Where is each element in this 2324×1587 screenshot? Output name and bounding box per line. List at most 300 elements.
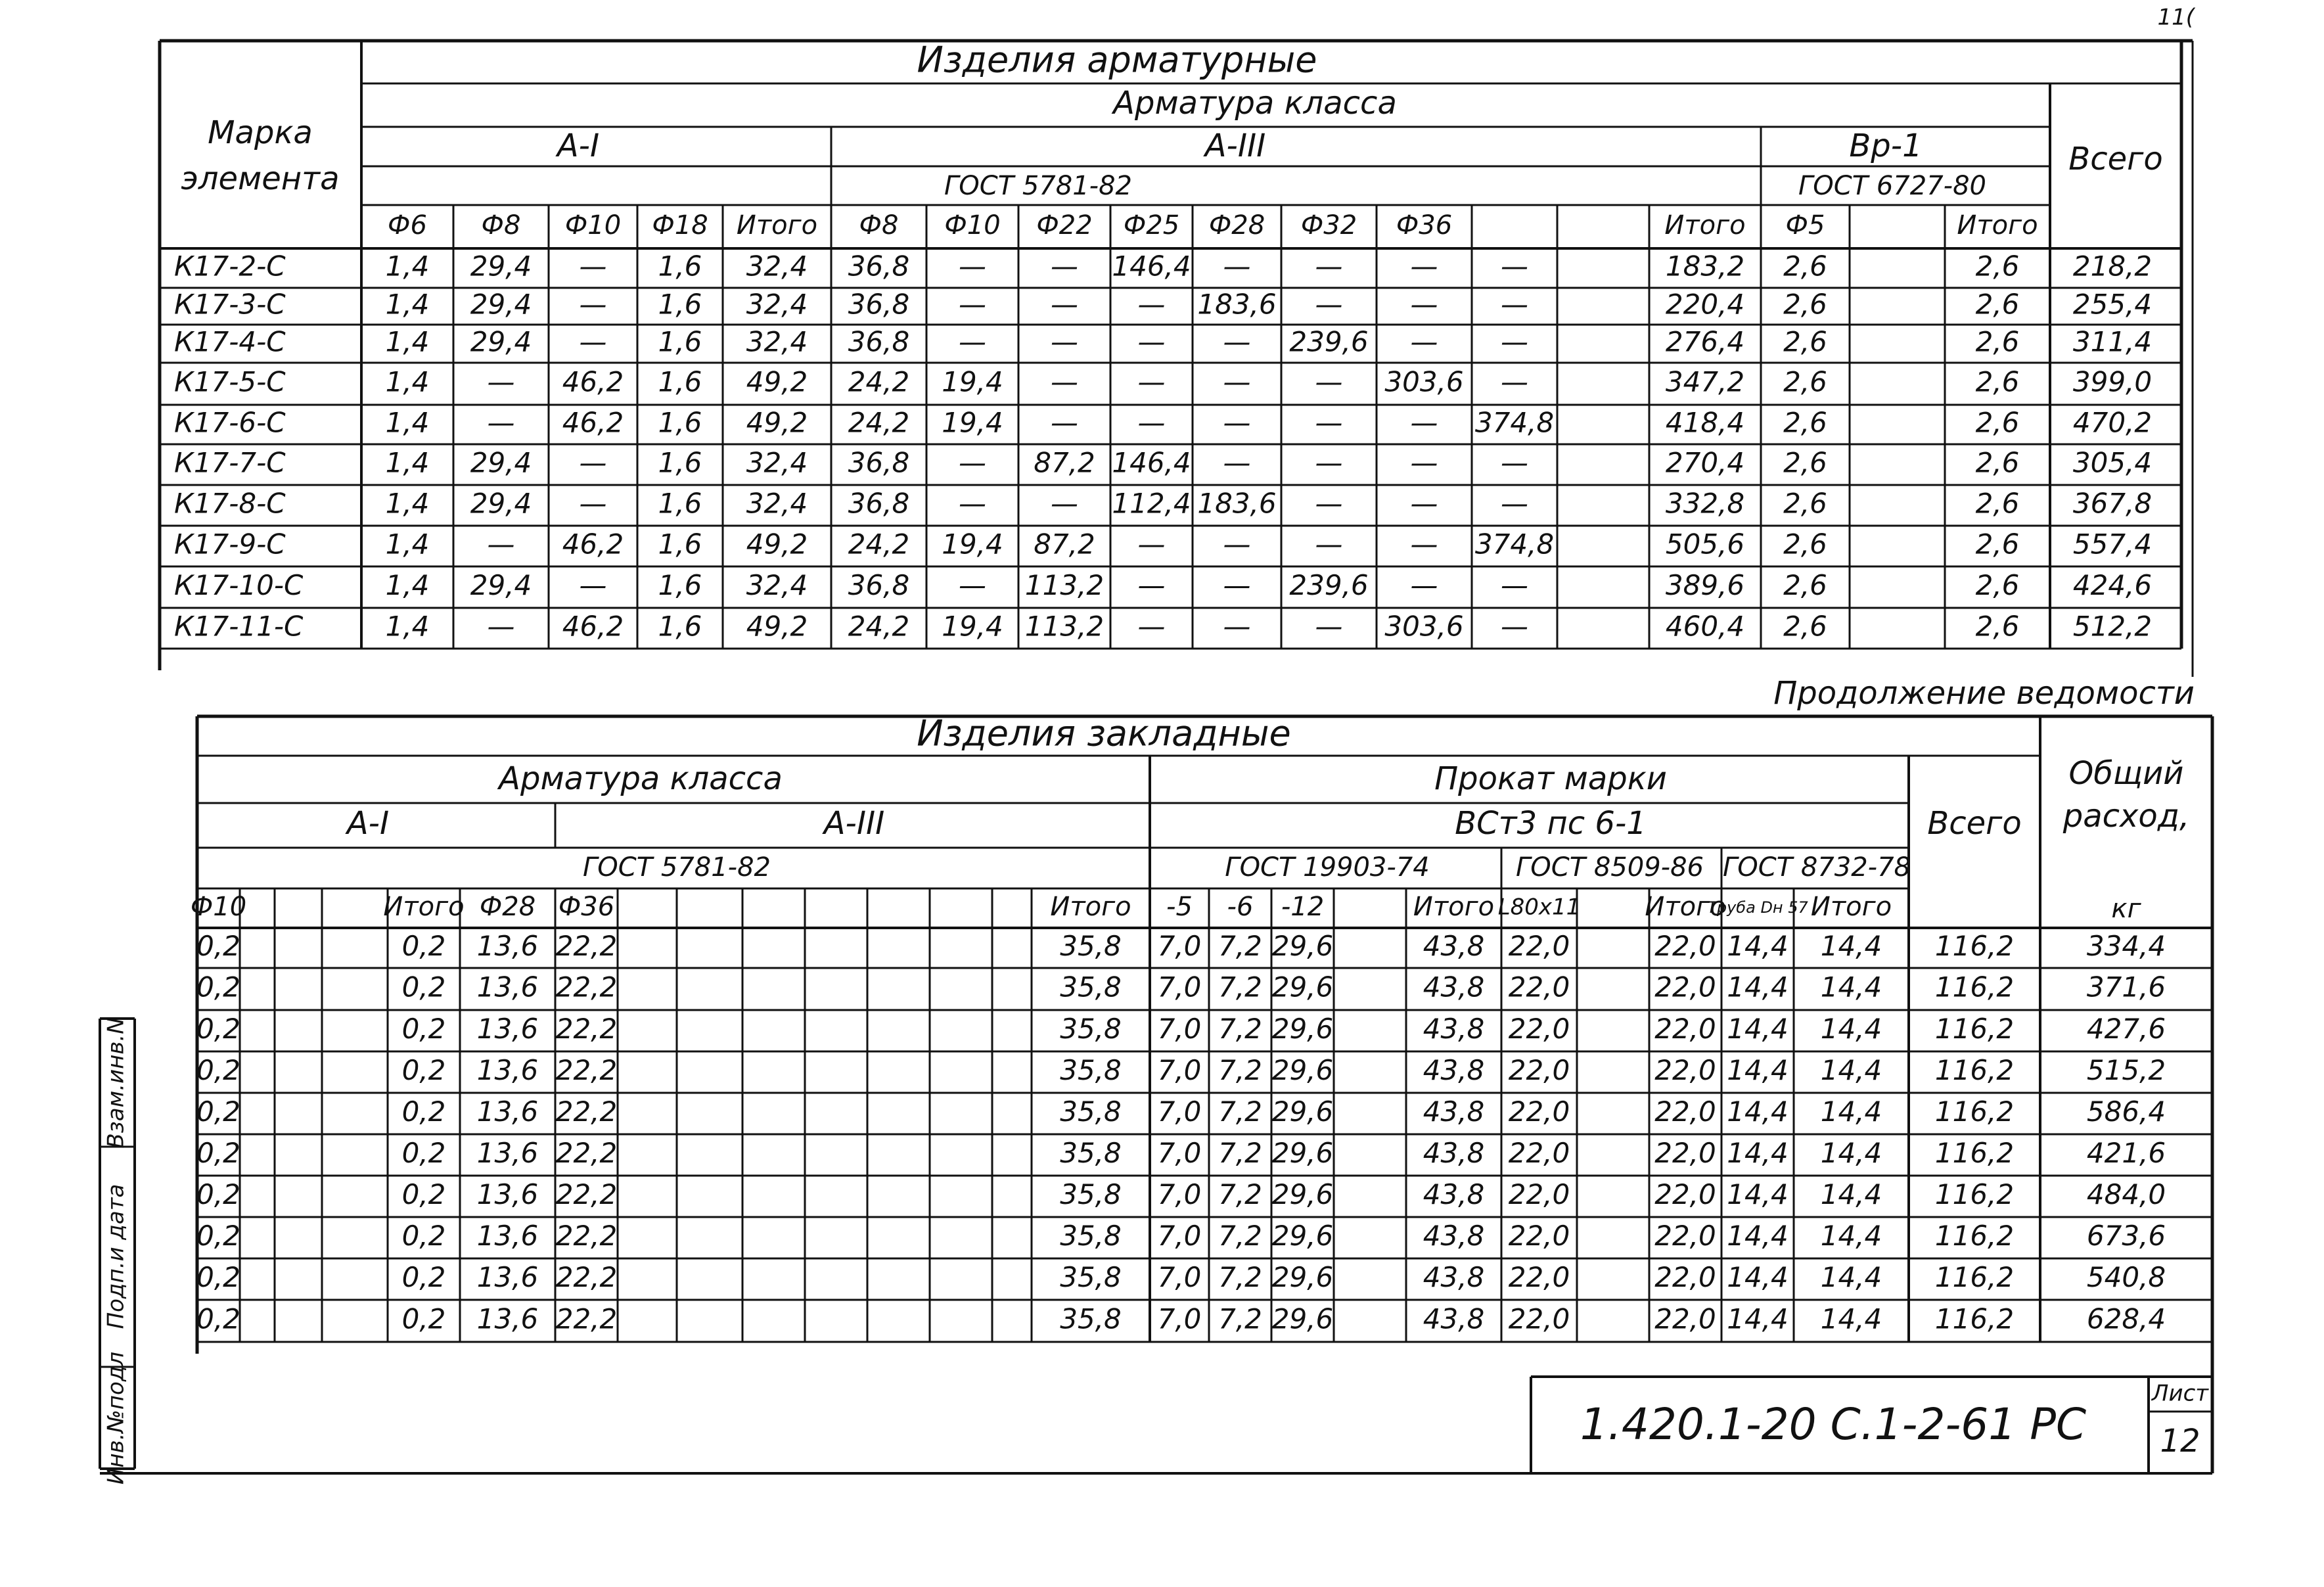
- top-row-cell: —: [1051, 325, 1078, 358]
- top-column-header: Ф22: [1036, 210, 1093, 241]
- bottom-row-cell: 0,2: [401, 1013, 446, 1045]
- bottom-row-cell: 13,6: [476, 1054, 539, 1086]
- top-column-header: Итого: [1957, 210, 2038, 241]
- top-row-cell: —: [1223, 325, 1251, 358]
- top-row-cell: 183,6: [1197, 487, 1277, 520]
- bottom-row-grand-total: 484,0: [2086, 1178, 2166, 1210]
- top-row-cell: 239,6: [1289, 569, 1369, 601]
- top-row-cell: 505,6: [1665, 528, 1745, 561]
- bottom-row-grand-total: 334,4: [2086, 930, 2166, 962]
- bottom-column-header: Ф10: [190, 892, 247, 922]
- bottom-row-cell: 43,8: [1423, 1302, 1485, 1335]
- top-row-cell: 32,4: [746, 569, 808, 601]
- top-row-mark: К17-9-С: [174, 528, 286, 561]
- top-row-cell: 1,4: [385, 487, 430, 520]
- bottom-row-cell: 22,0: [1654, 1095, 1716, 1128]
- top-column-header: Ф32: [1300, 210, 1357, 241]
- bottom-row-total: 116,2: [1934, 1302, 2015, 1335]
- top-row-cell: 32,4: [746, 288, 808, 321]
- bottom-row-total: 116,2: [1934, 1261, 2015, 1293]
- top-row-cell: 29,4: [470, 569, 532, 601]
- bottom-row-cell: 14,4: [1820, 1137, 1882, 1169]
- bottom-row-cell: 14,4: [1727, 971, 1789, 1003]
- top-row-cell: —: [1315, 528, 1343, 561]
- top-row-cell: 19,4: [942, 610, 1003, 643]
- top-row-cell: 1,6: [658, 365, 702, 398]
- top-row-cell: —: [1410, 528, 1438, 561]
- bottom-row-cell: 14,4: [1727, 1095, 1789, 1128]
- bottom-row-grand-total: 427,6: [2086, 1013, 2166, 1045]
- bottom-row-cell: 0,2: [196, 1013, 240, 1045]
- top-row-cell: 36,8: [848, 446, 910, 479]
- top-row-cell: —: [1315, 288, 1343, 321]
- top-row-mark: К17-4-С: [174, 325, 286, 358]
- top-row-cell: 183,6: [1197, 288, 1277, 321]
- bottom-row-cell: 0,2: [196, 1302, 240, 1335]
- top-row-cell: 1,4: [385, 365, 430, 398]
- bottom-row-cell: 22,0: [1654, 971, 1716, 1003]
- bottom-column-header: -5: [1166, 892, 1193, 922]
- bottom-row-cell: 29,6: [1271, 971, 1334, 1003]
- bottom-row-cell: 14,4: [1820, 930, 1882, 962]
- bottom-title: Изделия закладные: [917, 712, 1291, 754]
- top-row-cell: 29,4: [470, 288, 532, 321]
- bottom-row-cell: 13,6: [476, 1261, 539, 1293]
- top-row-cell: —: [487, 406, 515, 439]
- top-row-cell: 113,2: [1024, 569, 1105, 601]
- bottom-row-cell: 22,0: [1654, 1302, 1716, 1335]
- top-row-mark: К17-3-С: [174, 288, 286, 321]
- bottom-row-cell: 0,2: [196, 1220, 240, 1252]
- document-code: 1.420.1-20 С.1-2-61 РС: [1580, 1399, 2087, 1450]
- bottom-row-cell: 29,6: [1271, 1220, 1334, 1252]
- top-row-total: 305,4: [2072, 446, 2153, 479]
- top-row-cell: 24,2: [848, 528, 910, 561]
- bottom-row-cell: 0,2: [401, 1261, 446, 1293]
- top-row-cell: —: [1315, 446, 1343, 479]
- bottom-row-cell: 35,8: [1060, 971, 1122, 1003]
- top-row-cell: 270,4: [1665, 446, 1745, 479]
- top-row-cell: —: [1501, 365, 1528, 398]
- bottom-row-total: 116,2: [1934, 1054, 2015, 1086]
- bottom-row-cell: 43,8: [1423, 1261, 1485, 1293]
- bottom-row-cell: 22,0: [1508, 1261, 1570, 1293]
- bottom-row-cell: 7,2: [1218, 1261, 1262, 1293]
- side-stamp-sign-date: Подп.и дата: [103, 1184, 129, 1329]
- top-row-cell: 19,4: [942, 365, 1003, 398]
- top-row-cell: 19,4: [942, 528, 1003, 561]
- top-row-cell: 36,8: [848, 569, 910, 601]
- bottom-row-cell: 43,8: [1423, 930, 1485, 962]
- top-column-header: Ф10: [564, 210, 622, 241]
- bottom-row-cell: 0,2: [196, 1137, 240, 1169]
- top-column-header: Ф10: [944, 210, 1001, 241]
- top-row-cell: 29,4: [470, 487, 532, 520]
- bottom-row-cell: 29,6: [1271, 1302, 1334, 1335]
- top-row-cell: —: [487, 365, 515, 398]
- top-row-cell: 46,2: [562, 365, 624, 398]
- top-row-cell: 2,6: [1975, 365, 2020, 398]
- top-row-cell: 2,6: [1783, 528, 1827, 561]
- bottom-row-cell: 0,2: [196, 971, 240, 1003]
- bottom-gost-8732: ГОСТ 8732-78: [1723, 852, 1911, 883]
- bottom-row-cell: 22,0: [1654, 1220, 1716, 1252]
- top-row-cell: 2,6: [1975, 288, 2020, 321]
- top-row-cell: —: [1315, 487, 1343, 520]
- bottom-column-header: Труба Dн 57: [1707, 898, 1808, 917]
- bottom-row-cell: 22,2: [555, 1095, 618, 1128]
- top-row-cell: —: [1501, 288, 1528, 321]
- top-row-cell: 2,6: [1783, 365, 1827, 398]
- table-text: [103, 5, 2210, 1485]
- top-row-mark: К17-7-С: [174, 446, 286, 479]
- top-row-cell: 1,4: [385, 610, 430, 643]
- top-row-cell: 2,6: [1975, 250, 2020, 283]
- top-row-total: 512,2: [2072, 610, 2153, 643]
- top-column-header: Ф5: [1785, 210, 1825, 241]
- top-row-cell: 2,6: [1783, 446, 1827, 479]
- bottom-row-cell: 14,4: [1727, 1178, 1789, 1210]
- top-row-cell: 220,4: [1665, 288, 1745, 321]
- bottom-row-cell: 7,0: [1157, 1095, 1202, 1128]
- top-row-cell: —: [1137, 610, 1166, 643]
- top-row-cell: —: [1410, 446, 1438, 479]
- top-row-total: 255,4: [2072, 288, 2153, 321]
- top-row-total: 424,6: [2072, 569, 2153, 601]
- top-row-cell: —: [579, 569, 607, 601]
- class-vr1-label: Вр-1: [1849, 127, 1923, 164]
- bottom-column-header: Ф36: [558, 892, 615, 922]
- top-row-cell: 2,6: [1975, 406, 2020, 439]
- bottom-gost-8509: ГОСТ 8509-86: [1516, 852, 1704, 883]
- top-row-cell: —: [1223, 528, 1251, 561]
- bottom-row-total: 116,2: [1934, 1095, 2015, 1128]
- top-row-total: 311,4: [2072, 325, 2153, 358]
- sheet-number: 12: [2160, 1423, 2200, 1460]
- bottom-row-cell: 0,2: [196, 1095, 240, 1128]
- bottom-column-header: -6: [1227, 892, 1254, 922]
- top-row-cell: 1,6: [658, 406, 702, 439]
- top-row-cell: 32,4: [746, 325, 808, 358]
- top-row-cell: 2,6: [1975, 487, 2020, 520]
- bottom-row-cell: 22,0: [1654, 1054, 1716, 1086]
- bottom-row-cell: 14,4: [1820, 1178, 1882, 1210]
- top-total-header: Всего: [2068, 141, 2163, 177]
- bottom-row-cell: 22,0: [1654, 1013, 1716, 1045]
- corner-page-number: 11(: [2157, 4, 2195, 31]
- top-row-cell: 46,2: [562, 610, 624, 643]
- bottom-row-cell: 0,2: [196, 1261, 240, 1293]
- bottom-row-cell: 14,4: [1820, 1261, 1882, 1293]
- top-row-cell: 32,4: [746, 250, 808, 283]
- bottom-row-cell: 14,4: [1727, 1054, 1789, 1086]
- top-row-cell: 2,6: [1783, 610, 1827, 643]
- bottom-row-cell: 43,8: [1423, 1054, 1485, 1086]
- bottom-row-cell: 7,2: [1218, 1137, 1262, 1169]
- top-row-cell: —: [1137, 288, 1166, 321]
- top-row-cell: 19,4: [942, 406, 1003, 439]
- bottom-row-cell: 0,2: [196, 930, 240, 962]
- bottom-row-cell: 35,8: [1060, 1178, 1122, 1210]
- top-row-cell: —: [1223, 446, 1251, 479]
- top-row-cell: —: [1501, 250, 1528, 283]
- top-row-cell: —: [1051, 250, 1078, 283]
- bottom-row-cell: 0,2: [401, 1178, 446, 1210]
- bottom-row-cell: 22,0: [1508, 1095, 1570, 1128]
- top-row-cell: —: [579, 487, 607, 520]
- top-row-cell: 46,2: [562, 528, 624, 561]
- top-row-cell: 32,4: [746, 446, 808, 479]
- top-row-cell: 36,8: [848, 487, 910, 520]
- side-stamp-replaced-inv: Взам.инв.N: [103, 1017, 129, 1149]
- top-row-cell: 2,6: [1975, 610, 2020, 643]
- bottom-row-cell: 22,0: [1654, 930, 1716, 962]
- top-row-mark: К17-8-С: [174, 487, 286, 520]
- bottom-row-cell: 7,2: [1218, 1220, 1262, 1252]
- top-row-cell: 1,4: [385, 446, 430, 479]
- top-row-cell: —: [1501, 487, 1528, 520]
- mark-header-line2: элемента: [181, 160, 340, 197]
- top-row-cell: 24,2: [848, 406, 910, 439]
- top-row-cell: 183,2: [1665, 250, 1745, 283]
- bottom-row-cell: 43,8: [1423, 1013, 1485, 1045]
- bottom-row-grand-total: 628,4: [2086, 1302, 2166, 1335]
- bottom-row-cell: 43,8: [1423, 1137, 1485, 1169]
- bottom-row-cell: 22,2: [555, 1302, 618, 1335]
- top-row-cell: 112,4: [1112, 487, 1191, 520]
- bottom-row-grand-total: 540,8: [2086, 1261, 2166, 1293]
- top-column-header: Ф6: [388, 210, 427, 241]
- bottom-row-cell: 14,4: [1820, 1220, 1882, 1252]
- top-row-cell: 87,2: [1034, 446, 1095, 479]
- bottom-row-cell: 29,6: [1271, 1095, 1334, 1128]
- bottom-row-cell: 14,4: [1820, 1095, 1882, 1128]
- bottom-grand-header-line1: Общий: [2068, 755, 2184, 792]
- top-row-cell: 239,6: [1289, 325, 1369, 358]
- bottom-row-cell: 7,0: [1157, 1137, 1202, 1169]
- top-row-cell: 46,2: [562, 406, 624, 439]
- top-row-cell: —: [1051, 365, 1078, 398]
- top-row-cell: —: [579, 325, 607, 358]
- bottom-row-cell: 14,4: [1727, 1013, 1789, 1045]
- bottom-row-total: 116,2: [1934, 1013, 2015, 1045]
- top-row-cell: 1,6: [658, 325, 702, 358]
- bottom-column-header: Итого: [1645, 892, 1726, 922]
- top-row-mark: К17-6-С: [174, 406, 286, 439]
- bottom-row-cell: 7,0: [1157, 1054, 1202, 1086]
- bottom-row-cell: 22,2: [555, 1261, 618, 1293]
- top-row-cell: —: [1315, 406, 1343, 439]
- top-row-cell: 1,6: [658, 528, 702, 561]
- top-row-cell: —: [579, 446, 607, 479]
- bottom-row-grand-total: 421,6: [2086, 1137, 2166, 1169]
- bottom-row-cell: 14,4: [1727, 1261, 1789, 1293]
- bottom-gost-rebar: ГОСТ 5781-82: [583, 852, 771, 883]
- bottom-row-cell: 22,2: [555, 971, 618, 1003]
- top-row-cell: —: [1501, 569, 1528, 601]
- top-row-cell: 1,4: [385, 406, 430, 439]
- top-row-cell: 1,6: [658, 446, 702, 479]
- bottom-row-cell: 0,2: [196, 1178, 240, 1210]
- top-row-cell: —: [487, 528, 515, 561]
- sheet-label: Лист: [2151, 1380, 2209, 1407]
- top-row-cell: 2,6: [1975, 325, 2020, 358]
- top-row-cell: —: [1137, 569, 1166, 601]
- bottom-row-cell: 22,0: [1508, 1178, 1570, 1210]
- top-row-cell: 36,8: [848, 325, 910, 358]
- top-row-cell: 2,6: [1783, 250, 1827, 283]
- bottom-row-grand-total: 515,2: [2086, 1054, 2166, 1086]
- top-row-cell: —: [1223, 406, 1251, 439]
- bottom-row-cell: 7,0: [1157, 971, 1202, 1003]
- top-row-cell: 418,4: [1665, 406, 1745, 439]
- bottom-row-cell: 22,0: [1508, 1137, 1570, 1169]
- top-row-total: 399,0: [2072, 365, 2153, 398]
- bottom-row-cell: 14,4: [1820, 1302, 1882, 1335]
- bottom-row-cell: 29,6: [1271, 1178, 1334, 1210]
- top-row-cell: 49,2: [746, 528, 808, 561]
- top-row-cell: —: [1410, 487, 1438, 520]
- bottom-row-total: 116,2: [1934, 1220, 2015, 1252]
- top-row-cell: —: [959, 250, 986, 283]
- bottom-row-cell: 7,2: [1218, 1054, 1262, 1086]
- bottom-row-cell: 22,0: [1654, 1261, 1716, 1293]
- bottom-row-cell: 7,0: [1157, 930, 1202, 962]
- bottom-row-cell: 35,8: [1060, 1261, 1122, 1293]
- class-a3-label: A-III: [1204, 127, 1266, 164]
- bottom-row-cell: 14,4: [1727, 1302, 1789, 1335]
- bottom-row-cell: 7,2: [1218, 1013, 1262, 1045]
- bottom-row-cell: 0,2: [401, 1220, 446, 1252]
- bottom-column-header: Итого: [383, 892, 465, 922]
- bottom-column-header: Ф28: [479, 892, 536, 922]
- top-row-cell: —: [1501, 325, 1528, 358]
- bottom-row-cell: 43,8: [1423, 1178, 1485, 1210]
- bottom-row-cell: 35,8: [1060, 1013, 1122, 1045]
- bottom-row-cell: 13,6: [476, 1095, 539, 1128]
- top-row-cell: —: [1051, 487, 1078, 520]
- bottom-row-cell: 43,8: [1423, 971, 1485, 1003]
- bottom-grand-header-line2: расход,: [2062, 798, 2190, 835]
- top-row-cell: 2,6: [1783, 569, 1827, 601]
- bottom-row-cell: 13,6: [476, 1302, 539, 1335]
- top-row-cell: 2,6: [1975, 569, 2020, 601]
- top-row-cell: —: [1410, 569, 1438, 601]
- top-row-cell: —: [1223, 250, 1251, 283]
- bottom-row-cell: 0,2: [401, 1302, 446, 1335]
- top-column-header: Ф36: [1396, 210, 1453, 241]
- bottom-row-cell: 13,6: [476, 1013, 539, 1045]
- top-column-header: Ф25: [1123, 210, 1180, 241]
- top-row-cell: —: [1315, 365, 1343, 398]
- mark-header-line1: Марка: [208, 114, 313, 151]
- top-row-cell: —: [579, 288, 607, 321]
- bottom-row-cell: 22,0: [1508, 971, 1570, 1003]
- top-column-header: Ф28: [1208, 210, 1265, 241]
- top-row-cell: —: [959, 325, 986, 358]
- top-row-cell: —: [1223, 610, 1251, 643]
- top-row-cell: 1,4: [385, 325, 430, 358]
- bottom-rolled-group: Прокат марки: [1434, 760, 1667, 797]
- bottom-total-header: Всего: [1927, 805, 2022, 842]
- top-row-cell: —: [1223, 365, 1251, 398]
- bottom-row-cell: 0,2: [401, 1054, 446, 1086]
- top-row-cell: 303,6: [1384, 365, 1464, 398]
- top-row-cell: —: [1315, 610, 1343, 643]
- bottom-row-cell: 7,0: [1157, 1220, 1202, 1252]
- bottom-row-cell: 35,8: [1060, 1220, 1122, 1252]
- continuation-label: Продолжение ведомости: [1773, 675, 2195, 712]
- bottom-row-cell: 29,6: [1271, 1013, 1334, 1045]
- bottom-gost-19903: ГОСТ 19903-74: [1225, 852, 1430, 883]
- top-row-total: 367,8: [2072, 487, 2153, 520]
- bottom-row-cell: 22,2: [555, 1220, 618, 1252]
- bottom-row-cell: 43,8: [1423, 1220, 1485, 1252]
- bottom-row-cell: 13,6: [476, 1220, 539, 1252]
- bottom-row-cell: 0,2: [401, 1137, 446, 1169]
- top-row-mark: К17-11-С: [174, 610, 304, 643]
- top-column-header: Итого: [736, 210, 818, 241]
- top-row-cell: 1,6: [658, 569, 702, 601]
- bottom-row-cell: 7,2: [1218, 971, 1262, 1003]
- bottom-row-cell: 22,2: [555, 1054, 618, 1086]
- bottom-row-cell: 13,6: [476, 1178, 539, 1210]
- top-column-header: Ф8: [481, 210, 521, 241]
- bottom-column-header: Итого: [1050, 892, 1131, 922]
- bottom-class-a1: А-I: [346, 805, 390, 842]
- bottom-row-cell: 29,6: [1271, 1137, 1334, 1169]
- bottom-row-cell: 14,4: [1820, 1013, 1882, 1045]
- top-row-cell: 374,8: [1474, 528, 1555, 561]
- bottom-row-cell: 35,8: [1060, 1054, 1122, 1086]
- top-row-cell: 2,6: [1975, 446, 2020, 479]
- bottom-row-cell: 7,2: [1218, 1302, 1262, 1335]
- top-row-cell: —: [579, 250, 607, 283]
- top-row-cell: 1,4: [385, 288, 430, 321]
- class-a1-label: A-I: [557, 127, 600, 164]
- bottom-row-cell: 22,0: [1508, 1302, 1570, 1335]
- bottom-rebar-group: Арматура класса: [499, 760, 783, 797]
- bottom-row-cell: 13,6: [476, 930, 539, 962]
- top-row-cell: 303,6: [1384, 610, 1464, 643]
- top-row-cell: 2,6: [1975, 528, 2020, 561]
- top-row-cell: 49,2: [746, 610, 808, 643]
- top-column-header: Итого: [1664, 210, 1746, 241]
- bottom-row-cell: 13,6: [476, 1137, 539, 1169]
- top-row-cell: 347,2: [1665, 365, 1745, 398]
- top-row-cell: —: [1410, 325, 1438, 358]
- top-row-cell: 29,4: [470, 446, 532, 479]
- bottom-row-cell: 7,2: [1218, 1095, 1262, 1128]
- top-row-cell: 36,8: [848, 250, 910, 283]
- top-row-cell: 1,6: [658, 288, 702, 321]
- top-row-cell: —: [959, 446, 986, 479]
- top-subtitle: Арматура класса: [1113, 85, 1397, 122]
- bottom-row-cell: 22,0: [1508, 1013, 1570, 1045]
- top-row-cell: —: [1137, 528, 1166, 561]
- top-row-cell: 29,4: [470, 250, 532, 283]
- top-row-cell: —: [1051, 288, 1078, 321]
- top-row-cell: 2,6: [1783, 288, 1827, 321]
- bottom-row-cell: 29,6: [1271, 930, 1334, 962]
- top-row-cell: —: [1501, 610, 1528, 643]
- top-row-cell: —: [1223, 569, 1251, 601]
- bottom-row-cell: 22,0: [1508, 930, 1570, 962]
- bottom-row-total: 116,2: [1934, 1178, 2015, 1210]
- bottom-row-cell: 29,6: [1271, 1261, 1334, 1293]
- top-column-header: Ф18: [652, 210, 708, 241]
- bottom-row-cell: 22,2: [555, 1137, 618, 1169]
